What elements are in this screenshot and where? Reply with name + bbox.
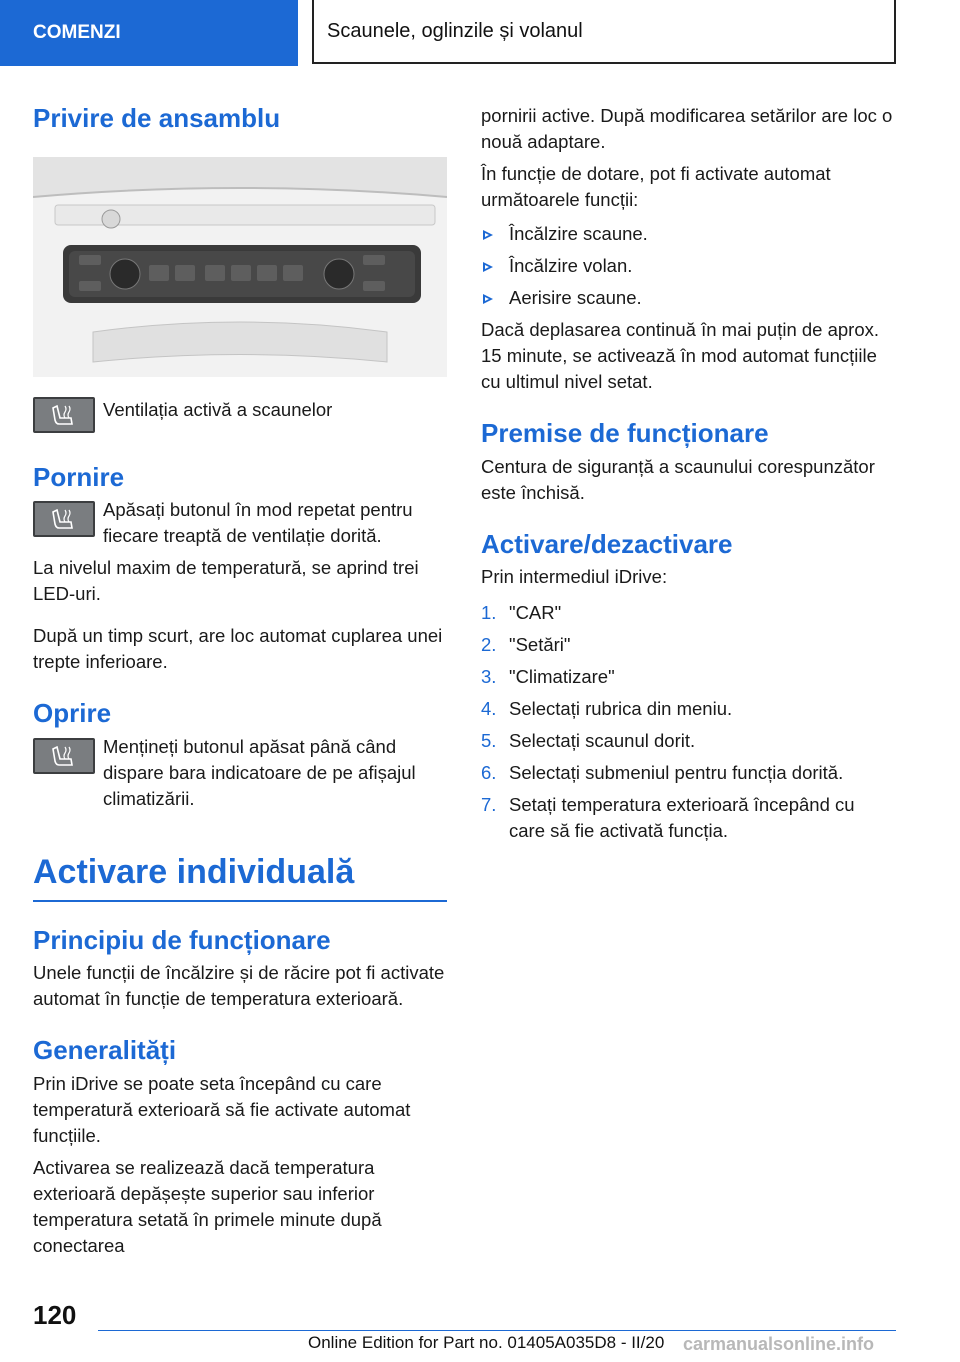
list-item: Încălzire scaune. (481, 221, 895, 247)
section-tab: COMENZI (0, 0, 298, 66)
start-heading: Pornire (33, 461, 125, 492)
premise-text: Centura de siguranță a scaunului corespunzător este închisă. (481, 455, 875, 503)
general-paragraph-1: Prin iDrive se poate seta începând cu care temperatură exterioară să fie activate automat funcțiile. (33, 1072, 411, 1146)
climate-panel-image (33, 157, 447, 377)
icon-caption: Ventilația activă a scaunelor (103, 398, 333, 420)
seat-ventilation-icon-row (33, 395, 447, 439)
watermark: carmanualsonline.info (683, 1334, 875, 1354)
activation-heading: Activare/dezactivare (481, 528, 733, 559)
page-number: 120 (33, 1300, 77, 1330)
footer-rule (98, 1330, 896, 1331)
chapter-tab: Scaunele, oglinzile și volanul (312, 0, 896, 64)
seat-ventilation-icon (33, 397, 95, 433)
step-item: 3. "Climatizare" (481, 666, 615, 687)
edition-text: Online Edition for Part no. 01405A035D8 - II/20 (308, 1333, 665, 1352)
step-item: 1. "CAR" (481, 602, 562, 623)
principle-text: Unele funcții de încălzire și de răcire pot fi activate automat în funcție de temperatura exterioară. (33, 962, 445, 1010)
general-paragraph-2: Activarea se realizează dacă temperatura exterioară depășește superior sau inferior temperatura setată în primele minute după conectarea (33, 1156, 382, 1256)
chapter-rule (33, 900, 447, 902)
start-paragraph-2: La nivelul maxim de temperatură, se aprind trei LED-uri. (33, 557, 419, 604)
right-column (481, 103, 895, 850)
stop-icon-row (33, 734, 447, 812)
step-item: 6. Selectați submeniul pentru funcția dorită. (481, 762, 844, 783)
step-item: 2. "Setări" (481, 634, 571, 655)
general-heading: Generalități (33, 1035, 177, 1066)
stop-heading: Oprire (33, 698, 112, 728)
overview-heading: Privire de ansamblu (33, 103, 281, 133)
list-item: Aerisire scaune. (481, 285, 895, 311)
page-header (0, 0, 960, 66)
continuation-paragraph-2: În funcție de dotare, pot fi activate automat următoarele funcții: (481, 163, 831, 210)
start-icon-row (33, 497, 447, 549)
continuation-paragraph-3: Dacă deplasarea continuă în mai puțin de aprox. 15 minute, se activează în mod automat funcțiile cu ultimul nivel setat. (481, 319, 880, 392)
activation-steps (481, 600, 895, 844)
seat-ventilation-icon (33, 501, 95, 537)
principle-heading: Principiu de funcționare (33, 924, 331, 955)
triangle-bullet-icon (483, 294, 493, 304)
auto-function-list (481, 221, 895, 311)
seat-ventilation-icon (33, 738, 95, 774)
start-text: Apăsați butonul în mod repetat pentru fiecare treaptă de ventilație dorită. (103, 499, 413, 546)
triangle-bullet-icon (483, 262, 493, 272)
premise-heading: Premise de funcționare (481, 418, 769, 448)
list-item: Încălzire volan. (481, 253, 895, 279)
step-item: 7. Setați temperatura exterioară începând cu care să fie activată funcția. (481, 794, 855, 841)
start-paragraph-3: După un timp scurt, are loc automat cuplarea unei trepte inferioare. (33, 625, 443, 672)
activation-intro: Prin intermediul iDrive: (481, 566, 668, 587)
left-column (33, 96, 447, 1259)
continuation-paragraph-1: pornirii active. După modificarea setărilor are loc o nouă adaptare. (481, 105, 893, 152)
chapter-heading: Activare individuală (33, 852, 355, 891)
triangle-bullet-icon (483, 230, 493, 240)
step-item: 5. Selectați scaunul dorit. (481, 730, 696, 751)
stop-text: Mențineți butonul apăsat până când dispare bara indicatoare de pe afișajul climatizării. (103, 735, 416, 809)
step-item: 4. Selectați rubrica din meniu. (481, 698, 733, 719)
